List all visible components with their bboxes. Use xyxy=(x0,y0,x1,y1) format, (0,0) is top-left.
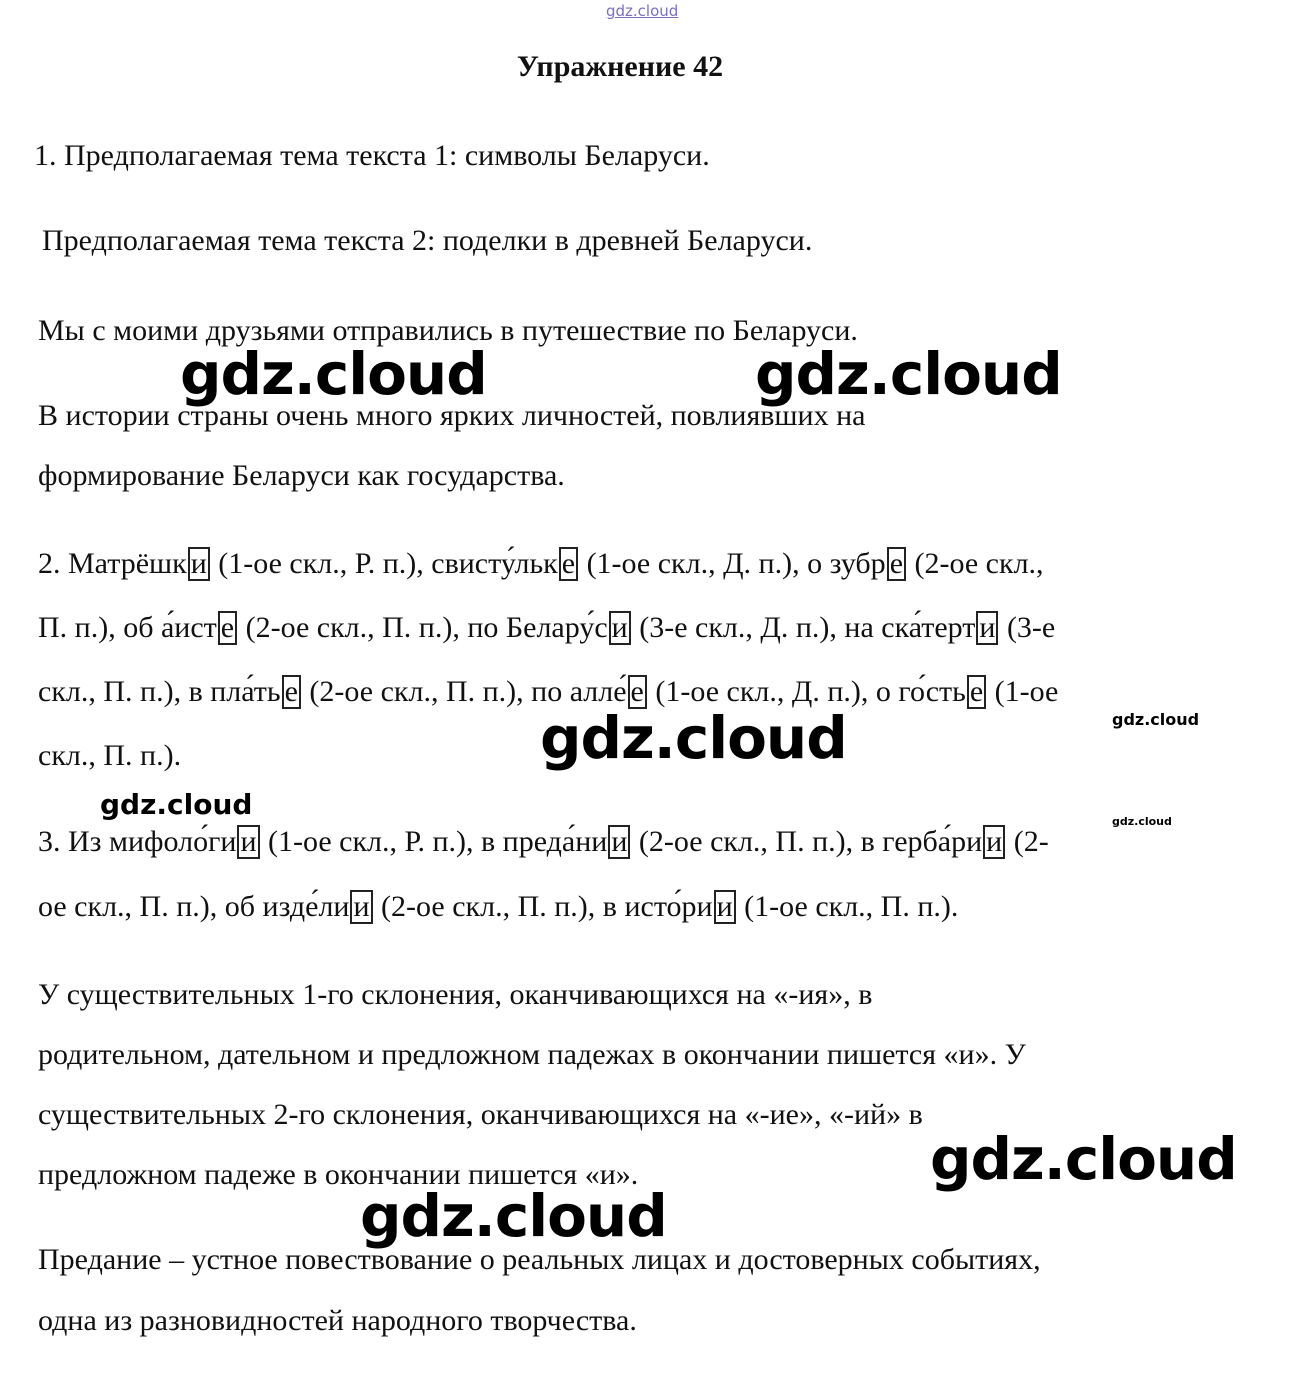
ending-box: е xyxy=(967,675,986,709)
watermark-4: gdz.cloud xyxy=(1112,710,1200,729)
sentence-2-line-1: В истории страны очень много ярких личностей, повлиявших на xyxy=(38,399,866,432)
ending-box: и xyxy=(983,825,1005,859)
ending-box: и xyxy=(608,825,630,859)
ending-box: е xyxy=(218,611,237,645)
theme-text-1: 1. Предполагаемая тема текста 1: символы Беларуси. xyxy=(34,139,710,172)
ending-box: е xyxy=(628,675,647,709)
ending-box: е xyxy=(887,547,906,581)
rule-line-4: предложном падеже в окончании пишется «и». xyxy=(38,1158,639,1191)
watermark-6: gdz.cloud xyxy=(1112,815,1172,828)
sentence-2-line-2: формирование Беларуси как государства. xyxy=(38,459,565,492)
rule-line-3: существительных 2-го склонения, оканчивающихся на «-ие», «-ий» в xyxy=(38,1098,923,1131)
ending-box: и xyxy=(976,611,998,645)
task3-line-2: ое скл., П. п.), об изде́ли и (2-ое скл., П. п.), в исто́ри и (1-ое скл., П. п.). xyxy=(38,890,959,923)
task2-line-2: П. п.), об а́ист е (2-ое скл., П. п.), по Белару́с и (3-е скл., Д. п.), на ска́терт и (3-е xyxy=(38,611,1056,644)
task2-line-4: скл., П. п.). xyxy=(38,739,182,772)
exercise-title: Упражнение 42 xyxy=(516,50,724,83)
ending-box: и xyxy=(714,890,736,924)
definition-line-2: одна из разновидностей народного творчества. xyxy=(38,1304,637,1337)
ending-box: е xyxy=(559,547,578,581)
watermark-7: gdz.cloud xyxy=(930,1125,1237,1193)
task3-line-1: 3. Из мифоло́ги и (1-ое скл., Р. п.), в преда́ни и (2-ое скл., П. п.), в герба́ри и (2- xyxy=(38,825,1049,858)
rule-line-2: родительном, дательном и предложном падежах в окончании пишется «и». У xyxy=(38,1038,1026,1071)
definition-line-1: Предание – устное повествование о реальных лицах и достоверных событиях, xyxy=(38,1243,1041,1276)
theme-text-2: Предполагаемая тема текста 2: поделки в древней Беларуси. xyxy=(42,224,813,257)
watermark-top: gdz.cloud xyxy=(606,2,679,20)
task2-line-3: скл., П. п.), в пла́ть е (2-ое скл., П. п.), по алле́ е (1-ое скл., Д. п.), о го́сть е (1-ое xyxy=(38,675,1059,708)
ending-box: и xyxy=(237,825,259,859)
watermark-8: gdz.cloud xyxy=(360,1182,667,1250)
watermark-2: gdz.cloud xyxy=(755,340,1062,408)
watermark-5: gdz.cloud xyxy=(100,788,253,821)
rule-line-1: У существительных 1-го склонения, оканчивающихся на «-ия», в xyxy=(38,978,873,1011)
ending-box: и xyxy=(188,547,210,581)
ending-box: и xyxy=(350,890,372,924)
ending-box: е xyxy=(282,675,301,709)
watermark-1: gdz.cloud xyxy=(180,340,487,408)
sentence-1: Мы с моими друзьями отправились в путешествие по Беларуси. xyxy=(38,314,858,347)
watermark-3: gdz.cloud xyxy=(540,704,847,772)
task2-line-1: 2. Матрёшк и (1-ое скл., Р. п.), свисту́льк е (1-ое скл., Д. п.), о зубр е (2-ое скл., xyxy=(38,547,1044,580)
ending-box: и xyxy=(609,611,631,645)
